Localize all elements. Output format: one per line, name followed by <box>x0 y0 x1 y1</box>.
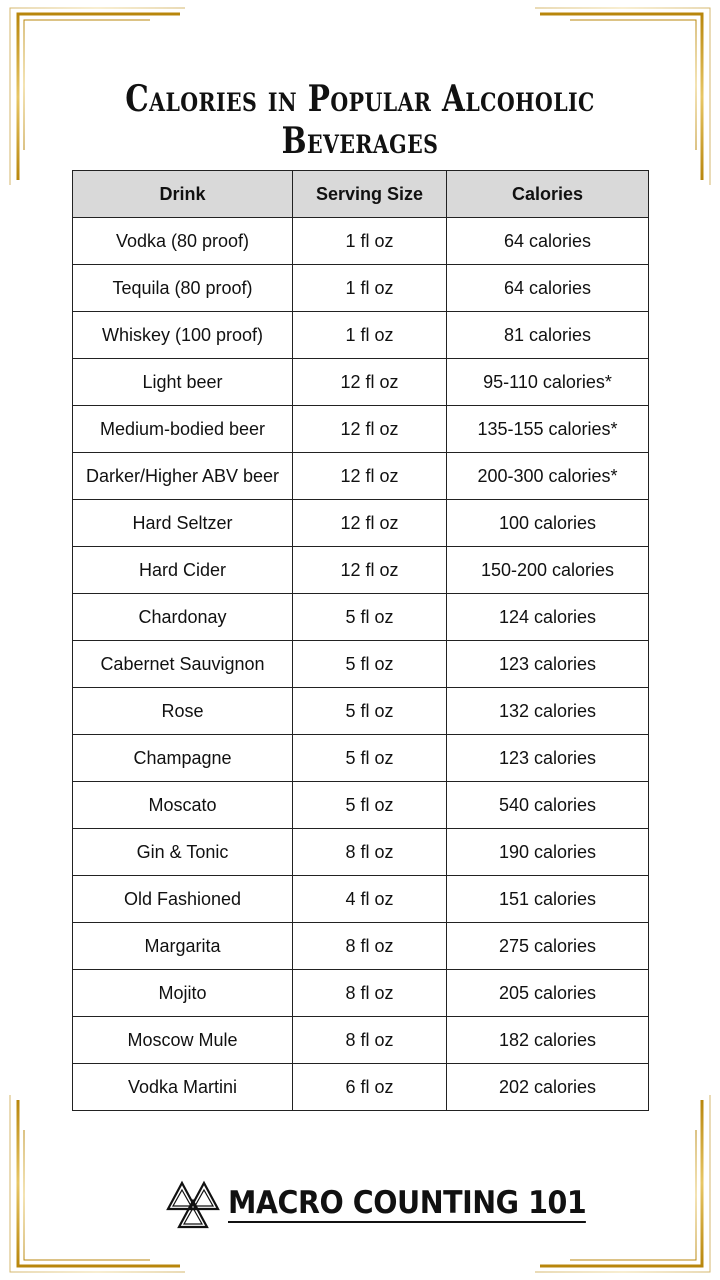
serving-size-cell: 12 fl oz <box>293 406 447 453</box>
table-row <box>73 594 649 641</box>
serving-size-cell: 5 fl oz <box>293 688 447 735</box>
calories-cell: 123 calories <box>447 641 649 688</box>
header-drink: Drink <box>73 171 293 218</box>
calories-cell: 200-300 calories* <box>447 453 649 500</box>
drink-cell: Moscow Mule <box>73 1017 293 1064</box>
serving-size-cell: 5 fl oz <box>293 594 447 641</box>
table-row <box>73 312 649 359</box>
calories-cell: 124 calories <box>447 594 649 641</box>
serving-size-cell: 8 fl oz <box>293 1017 447 1064</box>
calories-cell: 275 calories <box>447 923 649 970</box>
calories-cell: 202 calories <box>447 1064 649 1111</box>
header-calories: Calories <box>447 171 649 218</box>
table-row <box>73 688 649 735</box>
table-row <box>73 359 649 406</box>
page-title: Calories in Popular Alcoholic Beverages <box>125 78 595 162</box>
calories-table <box>72 170 649 1111</box>
table-row <box>73 782 649 829</box>
drink-cell: Vodka (80 proof) <box>73 218 293 265</box>
table-row <box>73 970 649 1017</box>
serving-size-cell: 12 fl oz <box>293 359 447 406</box>
table-row <box>73 641 649 688</box>
drink-cell: Vodka Martini <box>73 1064 293 1111</box>
drink-cell: Tequila (80 proof) <box>73 265 293 312</box>
table-row <box>73 923 649 970</box>
calories-cell: 150-200 calories <box>447 547 649 594</box>
table-row <box>73 735 649 782</box>
table-row <box>73 500 649 547</box>
serving-size-cell: 12 fl oz <box>293 500 447 547</box>
drink-cell: Champagne <box>73 735 293 782</box>
calories-cell: 123 calories <box>447 735 649 782</box>
header-serving-size: Serving Size <box>293 171 447 218</box>
drink-cell: Gin & Tonic <box>73 829 293 876</box>
serving-size-cell: 8 fl oz <box>293 829 447 876</box>
calories-cell: 205 calories <box>447 970 649 1017</box>
serving-size-cell: 12 fl oz <box>293 453 447 500</box>
serving-size-cell: 8 fl oz <box>293 970 447 1017</box>
serving-size-cell: 6 fl oz <box>293 1064 447 1111</box>
drink-cell: Mojito <box>73 970 293 1017</box>
drink-cell: Light beer <box>73 359 293 406</box>
drink-cell: Darker/Higher ABV beer <box>73 453 293 500</box>
serving-size-cell: 1 fl oz <box>293 265 447 312</box>
serving-size-cell: 4 fl oz <box>293 876 447 923</box>
brand-name: MACRO COUNTING 101 <box>228 1185 587 1221</box>
drink-cell: Margarita <box>73 923 293 970</box>
brand-logo <box>166 1178 617 1230</box>
table-header-row <box>73 171 649 218</box>
table-row <box>73 876 649 923</box>
serving-size-cell: 5 fl oz <box>293 735 447 782</box>
triangle-knot-icon <box>166 1179 220 1229</box>
drink-cell: Cabernet Sauvignon <box>73 641 293 688</box>
serving-size-cell: 12 fl oz <box>293 547 447 594</box>
table-row <box>73 218 649 265</box>
table-row <box>73 1017 649 1064</box>
calories-cell: 182 calories <box>447 1017 649 1064</box>
calories-cell: 64 calories <box>447 218 649 265</box>
drink-cell: Moscato <box>73 782 293 829</box>
drink-cell: Hard Seltzer <box>73 500 293 547</box>
calories-cell: 81 calories <box>447 312 649 359</box>
table-row <box>73 265 649 312</box>
table-row <box>73 406 649 453</box>
calories-cell: 540 calories <box>447 782 649 829</box>
serving-size-cell: 8 fl oz <box>293 923 447 970</box>
calories-cell: 100 calories <box>447 500 649 547</box>
table-row <box>73 1064 649 1111</box>
calories-cell: 135-155 calories* <box>447 406 649 453</box>
calories-cell: 132 calories <box>447 688 649 735</box>
table-body <box>73 218 649 1111</box>
table-row <box>73 453 649 500</box>
table-row <box>73 829 649 876</box>
drink-cell: Old Fashioned <box>73 876 293 923</box>
serving-size-cell: 5 fl oz <box>293 641 447 688</box>
serving-size-cell: 1 fl oz <box>293 218 447 265</box>
serving-size-cell: 5 fl oz <box>293 782 447 829</box>
table-row <box>73 547 649 594</box>
drink-cell: Hard Cider <box>73 547 293 594</box>
calories-cell: 95-110 calories* <box>447 359 649 406</box>
drink-cell: Medium-bodied beer <box>73 406 293 453</box>
drink-cell: Rose <box>73 688 293 735</box>
drink-cell: Whiskey (100 proof) <box>73 312 293 359</box>
drink-cell: Chardonay <box>73 594 293 641</box>
calories-cell: 190 calories <box>447 829 649 876</box>
calories-cell: 151 calories <box>447 876 649 923</box>
serving-size-cell: 1 fl oz <box>293 312 447 359</box>
calories-cell: 64 calories <box>447 265 649 312</box>
